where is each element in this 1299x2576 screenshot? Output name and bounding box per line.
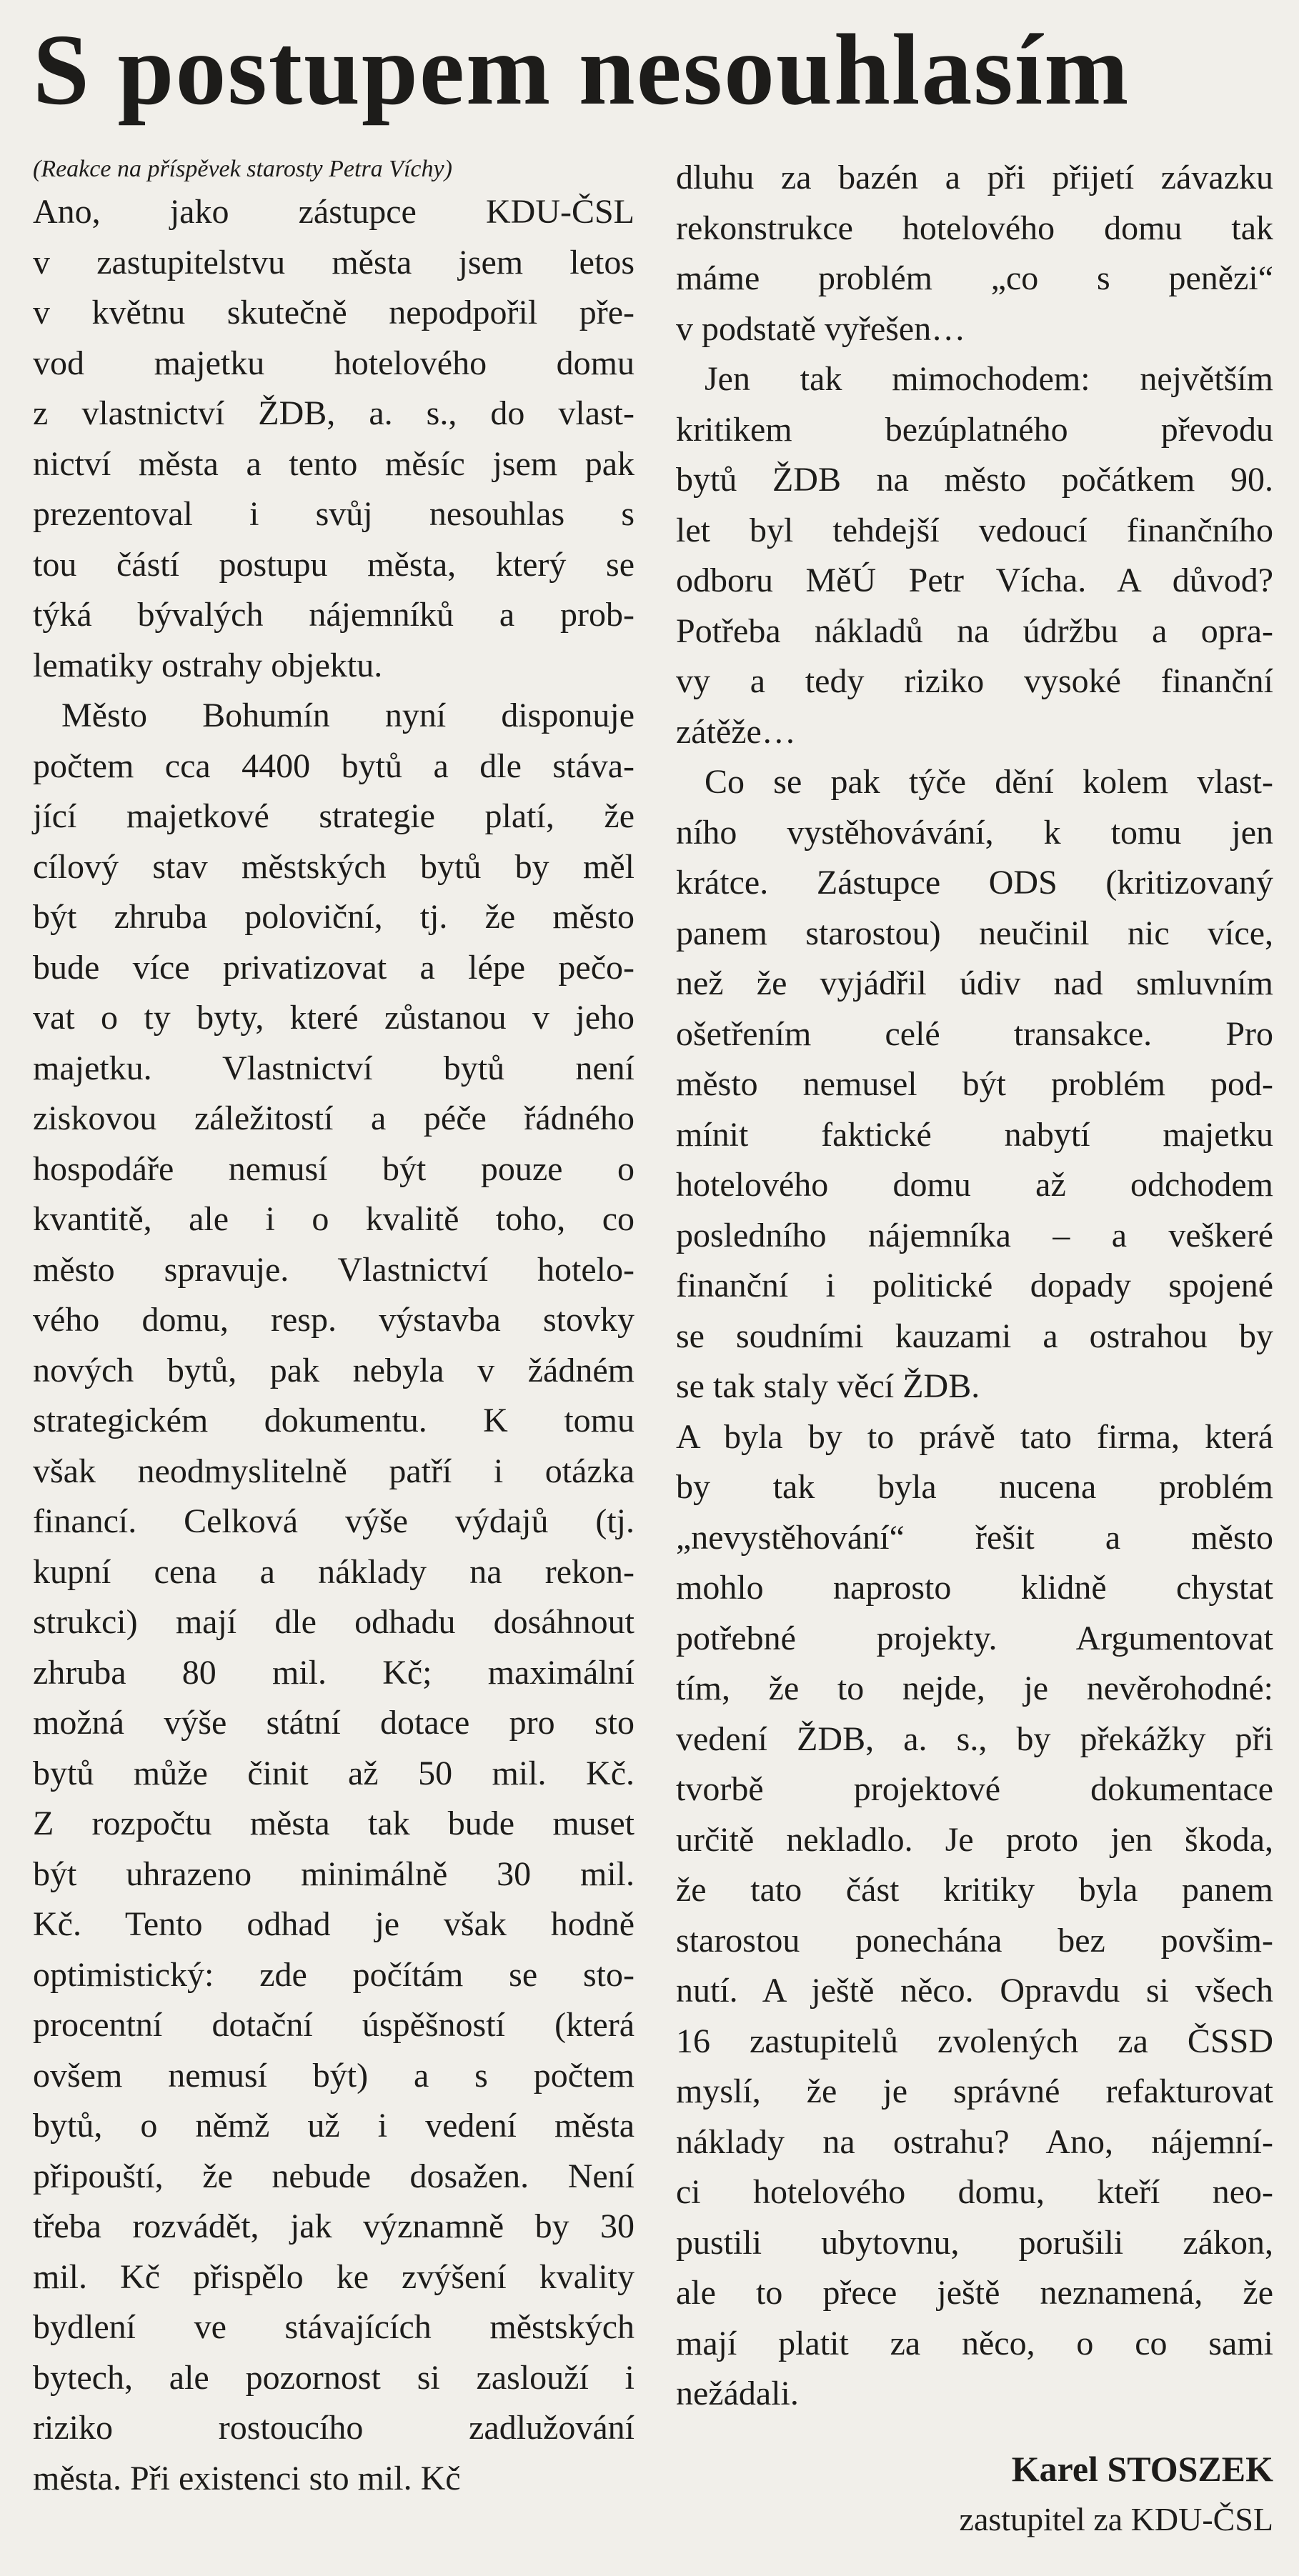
text-line: ci hotelového domu, kteří neo-: [676, 2173, 1273, 2211]
text-line: se tak staly věcí ŽDB.: [676, 1367, 980, 1405]
text-line: mil. Kč přispělo ke zvýšení kvality: [33, 2257, 634, 2296]
text-line: ale to přece ještě neznamená, že: [676, 2274, 1273, 2312]
left-column: [33, 153, 634, 2504]
text-line: rekonstrukce hotelového domu tak: [676, 209, 1273, 247]
text-line: Město Bohumín nyní disponuje: [61, 697, 634, 734]
text-line: hotelového domu až odchodem: [676, 1166, 1273, 1204]
text-line: starostou ponechána bez povšim-: [676, 1921, 1273, 1960]
text-line: cílový stav městských bytů by měl: [33, 847, 634, 886]
text-line: nictví města a tento měsíc jsem pak: [33, 444, 634, 483]
text-line: možná výše státní dotace pro sto: [33, 1704, 634, 1742]
text-line: být uhrazeno minimálně 30 mil.: [33, 1854, 634, 1893]
text-line: 16 zastupitelů zvolených za ČSSD: [676, 2022, 1273, 2060]
left-column-text: [33, 187, 634, 2504]
article-headline: S postupem nesouhlasím: [33, 13, 1130, 126]
right-column-text: [676, 153, 1273, 2420]
text-line: počtem cca 4400 bytů a dle stáva-: [33, 747, 634, 785]
text-line: ního vystěhovávání, k tomu jen: [676, 813, 1273, 852]
text-line: Z rozpočtu města tak bude muset: [33, 1804, 634, 1842]
text-line: než že vyjádřil údiv nad smluvním: [676, 964, 1273, 1002]
text-line: vedení ŽDB, a. s., by překážky při: [676, 1719, 1273, 1758]
text-line: posledního nájemníka – a veškeré: [676, 1216, 1273, 1254]
text-line: Ano, jako zástupce KDU-ČSL: [33, 193, 634, 231]
text-line: týká bývalých nájemníků a prob-: [33, 596, 634, 634]
text-line: připouští, že nebude dosažen. Není: [33, 2157, 634, 2195]
text-line: se soudními kauzami a ostrahou by: [676, 1317, 1273, 1355]
text-line: mohlo naprosto klidně chystat: [676, 1569, 1273, 1607]
text-line: bytů může činit až 50 mil. Kč.: [33, 1754, 634, 1792]
text-line: prezentoval i svůj nesouhlas s: [33, 495, 634, 533]
text-line: vého domu, resp. výstavba stovky: [33, 1301, 634, 1339]
text-line: ošetřením celé transakce. Pro: [676, 1014, 1273, 1053]
text-line: hospodáře nemusí být pouze o: [33, 1149, 634, 1188]
text-line: mají platit za něco, o co sami: [676, 2324, 1273, 2362]
text-line: procentní dotační úspěšností (která: [33, 2006, 634, 2044]
text-line: kvantitě, ale i o kvalitě toho, co: [33, 1200, 634, 1238]
text-line: vy a tedy riziko vysoké finanční: [676, 662, 1273, 700]
text-line: zhruba 80 mil. Kč; maximální: [33, 1653, 634, 1692]
text-line: odboru MěÚ Petr Vícha. A důvod?: [676, 561, 1273, 599]
text-line: vod majetku hotelového domu: [33, 344, 634, 382]
text-line: v květnu skutečně nepodpořil pře-: [33, 294, 634, 331]
text-line: dluhu za bazén a při přijetí závazku: [676, 159, 1273, 196]
signature-block: [773, 2442, 1273, 2543]
text-line: bytech, ale pozornost si zaslouží i: [33, 2358, 634, 2397]
text-line: finanční i politické dopady spojené: [676, 1267, 1273, 1304]
author-name: Karel STOSZEK: [1011, 2449, 1273, 2489]
right-column: [676, 153, 1273, 2420]
text-line: let byl tehdejší vedoucí finančního: [676, 511, 1273, 549]
text-line: tou částí postupu města, který se: [33, 545, 634, 584]
text-line: tím, že to nejde, je nevěrohodné:: [676, 1669, 1273, 1707]
text-line: z vlastnictví ŽDB, a. s., do vlast-: [33, 394, 634, 432]
text-line: strukci) mají dle odhadu dosáhnout: [33, 1603, 634, 1641]
text-line: Potřeba nákladů na údržbu a opra-: [676, 611, 1273, 650]
text-line: v zastupitelstvu města jsem letos: [33, 243, 634, 281]
text-line: město spravuje. Vlastnictví hotelo-: [33, 1250, 634, 1289]
text-line: nových bytů, pak nebyla v žádném: [33, 1351, 634, 1389]
text-line: města. Při existenci sto mil. Kč: [33, 2459, 461, 2497]
text-line: ziskovou záležitostí a péče řádného: [33, 1099, 634, 1137]
text-line: určitě nekladlo. Je proto jen škoda,: [676, 1820, 1273, 1859]
text-line: Jen tak mimochodem: největším: [705, 360, 1273, 398]
text-line: být zhruba poloviční, tj. že město: [33, 898, 634, 936]
author-role: zastupitel za KDU-ČSL: [959, 2501, 1273, 2537]
article-subhead: (Reakce na příspěvek starosty Petra Víchy): [33, 156, 452, 182]
text-line: bytů, o němž už i vedení města: [33, 2107, 634, 2145]
text-line: pustili ubytovnu, porušili zákon,: [676, 2223, 1273, 2262]
text-line: město nemusel být problém pod-: [676, 1065, 1273, 1103]
text-line: nutí. A ještě něco. Opravdu si všech: [676, 1972, 1273, 2010]
text-line: kritikem bezúplatného převodu: [676, 410, 1273, 449]
text-line: třeba rozvádět, jak významně by 30: [33, 2207, 634, 2245]
text-line: máme problém „co s penězi“: [676, 259, 1273, 297]
text-line: nežádali.: [676, 2375, 799, 2412]
text-line: financí. Celková výše výdajů (tj.: [33, 1502, 634, 1540]
text-line: riziko rostoucího zadlužování: [33, 2409, 634, 2447]
text-line: optimistický: zde počítám se sto-: [33, 1955, 634, 1994]
text-line: vat o ty byty, které zůstanou v jeho: [33, 999, 634, 1037]
text-line: majetku. Vlastnictví bytů není: [33, 1049, 634, 1087]
text-line: bydlení ve stávajících městských: [33, 2308, 634, 2346]
text-line: ovšem nemusí být) a s počtem: [33, 2056, 634, 2095]
text-line: náklady na ostrahu? Ano, nájemní-: [676, 2122, 1273, 2161]
text-line: krátce. Zástupce ODS (kritizovaný: [676, 864, 1273, 902]
text-line: A byla by to právě tato firma, která: [676, 1417, 1273, 1456]
text-line: jící majetkové strategie platí, že: [33, 797, 634, 835]
text-line: „nevystěhování“ řešit a město: [676, 1518, 1273, 1557]
text-line: bytů ŽDB na město počátkem 90.: [676, 461, 1273, 499]
text-line: tvorbě projektové dokumentace: [676, 1770, 1273, 1808]
text-line: mínit faktické nabytí majetku: [676, 1115, 1273, 1154]
text-line: lematiky ostrahy objektu.: [33, 646, 383, 684]
text-line: Kč. Tento odhad je však hodně: [33, 1905, 634, 1943]
text-line: by tak byla nucena problém: [676, 1468, 1273, 1506]
text-line: myslí, že je správné refakturovat: [676, 2072, 1273, 2110]
text-line: bude více privatizovat a lépe pečo-: [33, 948, 634, 987]
text-line: potřebné projekty. Argumentovat: [676, 1619, 1273, 1657]
text-line: v podstatě vyřešen…: [676, 309, 966, 348]
text-line: však neodmyslitelně patří i otázka: [33, 1452, 634, 1490]
text-line: že tato část kritiky byla panem: [676, 1871, 1273, 1909]
text-line: panem starostou) neučinil nic více,: [676, 914, 1273, 952]
text-line: zátěže…: [676, 712, 796, 751]
text-line: Co se pak týče dění kolem vlast-: [705, 763, 1273, 801]
text-line: kupní cena a náklady na rekon-: [33, 1552, 634, 1591]
text-line: strategickém dokumentu. K tomu: [33, 1402, 634, 1439]
